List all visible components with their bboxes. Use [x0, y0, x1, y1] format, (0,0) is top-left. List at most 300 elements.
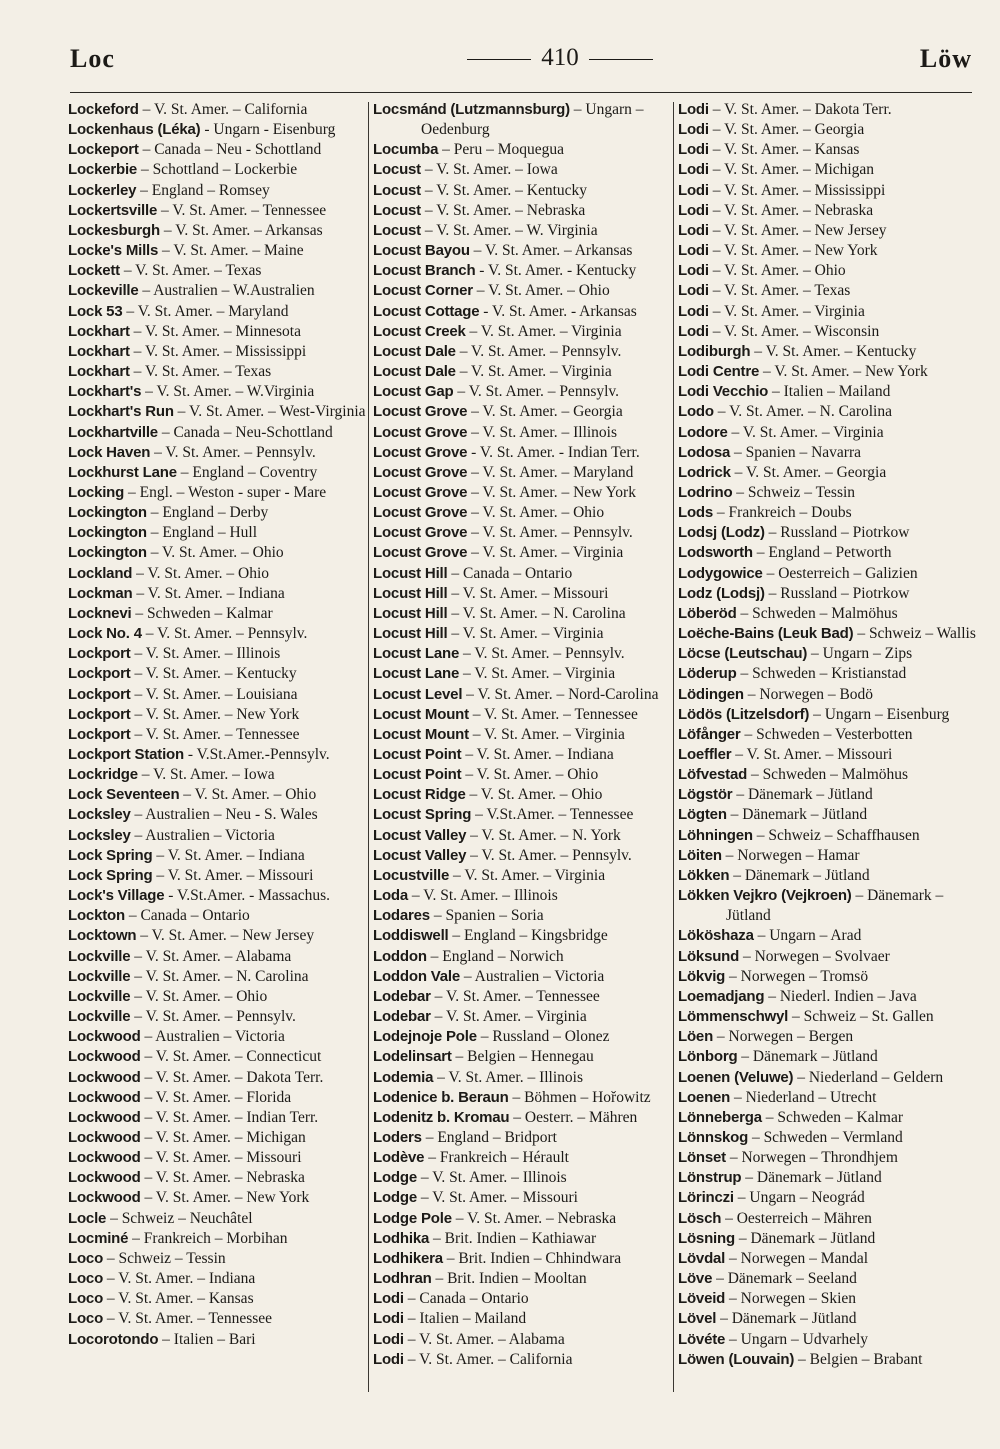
entry-headword: Locust Creek — [373, 322, 466, 340]
entry-location: – Schweden – Kalmar — [131, 604, 273, 622]
gazetteer-entry — [68, 1068, 366, 1088]
entry-location: – Brit. Indien – Chhindwara — [442, 1249, 622, 1267]
entry-headword: Lockville — [68, 967, 131, 985]
entry-location: – V. St. Amer. – Georgia — [730, 463, 887, 481]
entry-location: – Russland – Piotrkow — [764, 524, 910, 542]
entry-location: – England – Derby — [146, 504, 269, 522]
gazetteer-entry — [68, 100, 366, 120]
gazetteer-entry — [373, 100, 671, 140]
entry-headword: Lodi — [678, 322, 709, 340]
gazetteer-entry — [373, 1269, 671, 1289]
entry-location: – Canada – Neu-Schottland — [157, 423, 333, 441]
gazetteer-entry — [373, 1047, 671, 1067]
entry-headword: Lodenice b. Beraun — [373, 1088, 509, 1106]
entry-headword: Locust Mount — [373, 725, 469, 743]
entry-headword: Locust Spring — [373, 806, 472, 824]
entry-location: – V. St. Amer. – New York — [467, 483, 636, 501]
entry-headword: Lockhurst Lane — [68, 463, 177, 481]
entry-location: – V. St. Amer. – Tennessee — [103, 1310, 273, 1328]
entry-location: – Dänemark – Seeland — [712, 1270, 857, 1288]
gazetteer-entry — [373, 987, 671, 1007]
gazetteer-entry — [373, 1148, 671, 1168]
entry-headword: Locust — [373, 201, 421, 219]
gazetteer-entry — [373, 221, 671, 241]
entry-headword: Locust Grove — [373, 423, 468, 441]
entry-location: – V. St. Amer. – Tennessee — [130, 725, 300, 743]
entry-location: – V. St. Amer. – Iowa — [420, 161, 558, 179]
entry-headword: Löwen (Louvain) — [678, 1350, 795, 1368]
entry-location: – Engl. – Weston - super - Mare — [124, 483, 327, 501]
gazetteer-entry — [678, 523, 976, 543]
entry-headword: Loenen — [678, 1088, 731, 1106]
entry-headword: Lövéte — [678, 1330, 726, 1348]
entry-headword: Locminé — [68, 1229, 129, 1247]
entry-location: – V. St. Amer. – Tennessee — [430, 987, 600, 1005]
entry-headword: Lockland — [68, 564, 133, 582]
gazetteer-entry — [373, 1209, 671, 1229]
entry-location: – V. St. Amer. – Virginia — [468, 725, 625, 743]
gazetteer-entry — [68, 1249, 366, 1269]
entry-headword: Lockhart — [68, 342, 130, 360]
entry-location: – England – Kingsbridge — [448, 927, 608, 945]
entry-location: – Schweiz – Tessin — [103, 1249, 226, 1267]
entry-location: – V. St. Amer. – Ohio — [461, 766, 599, 784]
entry-location: – V. St. Amer. – Missouri — [417, 1189, 578, 1207]
entry-location: – V. St. Amer. – Missouri — [152, 866, 314, 884]
gazetteer-entry — [678, 967, 976, 987]
entry-location: – Norwegen – Mandal — [725, 1249, 869, 1267]
entry-headword: Lodejnoje Pole — [373, 1028, 477, 1046]
entry-headword: Locust Grove — [373, 544, 468, 562]
entry-headword: Lodebar — [373, 1008, 431, 1026]
gazetteer-entry — [678, 664, 976, 684]
entry-headword: Lodemia — [373, 1068, 434, 1086]
entry-headword: Löen — [678, 1028, 714, 1046]
column-1 — [68, 100, 366, 1410]
entry-headword: Locust Branch — [373, 262, 476, 280]
gazetteer-entry — [373, 443, 671, 463]
entry-headword: Locust Lane — [373, 645, 460, 663]
gazetteer-entry — [68, 745, 366, 765]
gazetteer-entry — [373, 1330, 671, 1350]
entry-location: – V. St. Amer. – New Jersey — [708, 221, 887, 239]
gazetteer-entry — [373, 1188, 671, 1208]
gazetteer-entry — [68, 644, 366, 664]
entry-location: – V. St. Amer. – California — [138, 101, 308, 118]
entry-location: – V. St. Amer. – Illinois — [417, 1169, 567, 1187]
gazetteer-entry — [68, 241, 366, 261]
entry-headword: Lockerley — [68, 181, 137, 199]
entry-location: – V. St. Amer. – Virginia — [708, 302, 865, 320]
entry-location: – V. St. Amer. – Virginia — [449, 866, 606, 884]
gazetteer-entry — [678, 644, 976, 664]
entry-headword: Locustville — [373, 866, 450, 884]
entry-location: - Ungarn - Eisenburg — [200, 121, 336, 139]
gazetteer-entry — [678, 382, 976, 402]
gazetteer-entry — [678, 765, 976, 785]
gazetteer-entry — [373, 725, 671, 745]
entry-location: – Norwegen – Throndhjem — [725, 1149, 898, 1167]
entry-headword: Lödingen — [678, 685, 744, 703]
entry-location: – V. St. Amer. – New York — [140, 1189, 310, 1207]
entry-location: - V. St. Amer. - Kentucky — [475, 262, 637, 280]
gazetteer-entry — [68, 967, 366, 987]
gazetteer-entry — [678, 604, 976, 624]
entry-headword: Lock's Village — [68, 887, 165, 905]
entry-location: – Italien – Bari — [158, 1330, 256, 1348]
entry-location: - V.St.Amer.-Pennsylv. — [183, 746, 330, 763]
gazetteer-entry — [68, 1088, 366, 1108]
entry-headword: Lockington — [68, 544, 147, 562]
entry-headword: Lodares — [373, 907, 430, 925]
gazetteer-entry — [68, 987, 366, 1007]
entry-location: – Dänemark – Jütland — [732, 786, 873, 804]
entry-headword: Locust Valley — [373, 846, 467, 864]
entry-headword: Löcse (Leutschau) — [678, 645, 808, 663]
entry-headword: Locumba — [373, 141, 439, 159]
gazetteer-entry — [678, 947, 976, 967]
entry-location: – V. St. Amer. – Maryland — [467, 463, 634, 481]
entry-headword: Lodi — [678, 282, 709, 300]
entry-headword: Lököshaza — [678, 927, 754, 945]
entry-location: – V. St. Amer. – Florida — [140, 1088, 292, 1106]
gazetteer-entry — [68, 846, 366, 866]
entry-headword: Locust Ridge — [373, 786, 466, 804]
entry-headword: Locust Hill — [373, 625, 448, 643]
gazetteer-entry — [68, 382, 366, 402]
gazetteer-entry — [373, 1168, 671, 1188]
entry-location: – V. St. Amer. – Illinois — [408, 887, 558, 905]
gazetteer-entry — [68, 1128, 366, 1148]
gazetteer-entry — [678, 443, 976, 463]
gazetteer-entry — [678, 926, 976, 946]
entry-location: – V. St. Amer. – Arkansas — [469, 242, 633, 260]
entry-location: – V. St. Amer. – Pennsylv. — [453, 383, 620, 401]
column-divider-1 — [368, 102, 369, 1392]
gazetteer-entry — [68, 543, 366, 563]
gazetteer-entry — [678, 362, 976, 382]
entry-location: – V. St. Amer. – Pennsylv. — [455, 342, 622, 360]
gazetteer-entry — [68, 1007, 366, 1027]
entry-headword: Lökken — [678, 866, 730, 884]
entry-location: – V. St. Amer. – Maine — [158, 242, 304, 260]
gazetteer-entry — [678, 503, 976, 523]
entry-location: – England – Romsey — [136, 181, 270, 199]
entry-headword: Lönborg — [678, 1048, 738, 1066]
entry-location: – V. St. Amer. – New York — [130, 705, 300, 723]
entry-headword: Lodygowice — [678, 564, 763, 582]
gazetteer-entry — [68, 664, 366, 684]
header-last-keyword: Löw — [919, 44, 972, 73]
entry-location: – V. St. Amer. – Texas — [129, 363, 272, 381]
entry-location: – Belgien – Hennegau — [451, 1048, 594, 1066]
entry-location: – Schweden – Kristianstad — [736, 665, 907, 683]
entry-location: – V. St. Amer. – Indiana — [103, 1270, 256, 1288]
entry-location: – V. St. Amer. – Texas — [119, 262, 262, 280]
gazetteer-entry — [678, 221, 976, 241]
entry-headword: Lockhart — [68, 363, 130, 381]
gazetteer-entry — [678, 826, 976, 846]
entry-headword: Löfånger — [678, 725, 741, 743]
entry-location: – Oesterr. – Mähren — [509, 1108, 638, 1126]
gazetteer-entry — [68, 523, 366, 543]
gazetteer-entry — [373, 382, 671, 402]
gazetteer-entry — [68, 765, 366, 785]
entry-location: - V.St.Amer. - Massachus. — [164, 887, 330, 905]
gazetteer-entry — [678, 846, 976, 866]
entry-headword: Lock Spring — [68, 866, 153, 884]
gazetteer-entry — [678, 181, 976, 201]
entry-location: – V.St.Amer. – Tennessee — [471, 806, 634, 824]
entry-headword: Lodenitz b. Kromau — [373, 1108, 510, 1126]
entry-headword: Locknevi — [68, 604, 132, 622]
gazetteer-entry — [373, 1088, 671, 1108]
entry-headword: Loddiswell — [373, 927, 449, 945]
entry-headword: Loenen (Veluwe) — [678, 1068, 794, 1086]
gazetteer-entry — [68, 1209, 366, 1229]
entry-location: – Dänemark – Jütland — [729, 866, 870, 884]
entry-headword: Locust Level — [373, 685, 463, 703]
gazetteer-entry — [373, 926, 671, 946]
entry-location: – V. St. Amer. – Pennsylv. — [130, 1008, 296, 1026]
entry-location: – Canada – Neu - Schottland — [138, 141, 322, 159]
entry-headword: Lock Spring — [68, 846, 153, 864]
gazetteer-entry — [678, 120, 976, 140]
entry-location: – V. St. Amer. – W.Virginia — [141, 383, 315, 401]
entry-headword: Lodsworth — [678, 544, 753, 562]
entry-headword: Lockwood — [68, 1028, 141, 1046]
gazetteer-entry — [678, 1108, 976, 1128]
entry-headword: Lockeford — [68, 101, 139, 118]
entry-headword: Lockwood — [68, 1088, 141, 1106]
gazetteer-entry — [373, 241, 671, 261]
entry-headword: Lockridge — [68, 766, 138, 784]
entry-headword: Locke's Mills — [68, 242, 159, 260]
entry-headword: Lockeville — [68, 282, 139, 300]
gazetteer-entry — [678, 1088, 976, 1108]
gazetteer-entry — [68, 423, 366, 443]
entry-headword: Löderup — [678, 665, 737, 683]
entry-headword: Locust Point — [373, 746, 462, 763]
gazetteer-entry — [68, 201, 366, 221]
entry-location: – Schweiz – Schaffhausen — [752, 826, 920, 844]
entry-headword: Loco — [68, 1270, 104, 1288]
entry-location: – Schweden – Vermland — [748, 1128, 903, 1146]
entry-headword: Lodi — [678, 221, 709, 239]
entry-headword: Lockington — [68, 504, 147, 522]
entry-location: – Schweiz – Wallis — [853, 625, 976, 643]
entry-headword: Lockenhaus (Léka) — [68, 121, 201, 139]
gazetteer-entry — [678, 1168, 976, 1188]
entry-location: – Schweden – Malmöhus — [736, 604, 898, 622]
entry-location: – V. St. Amer. – New York — [708, 242, 878, 260]
entry-headword: Lockesburgh — [68, 221, 160, 239]
entry-location: – V. St. Amer. – Alabama — [403, 1330, 565, 1348]
entry-headword: Lock Seventeen — [68, 786, 180, 804]
entry-location: – Norwegen – Tromsö — [725, 967, 869, 985]
entry-location: – England – Coventry — [176, 463, 318, 481]
header-dash-right — [589, 59, 653, 60]
entry-headword: Locust Grove — [373, 504, 468, 522]
entry-location: – V. St. Amer. – Iowa — [137, 766, 275, 784]
entry-location: – V. St. Amer. – Pennsylv. — [459, 645, 625, 663]
gazetteer-entry — [373, 402, 671, 422]
entry-location: – V. St. Amer. – Indian Terr. — [140, 1108, 319, 1126]
gazetteer-entry — [373, 1289, 671, 1309]
gazetteer-entry — [373, 805, 671, 825]
gazetteer-entry — [678, 261, 976, 281]
entry-headword: Lödös (Litzelsdorf) — [678, 705, 810, 723]
entry-location: – V. St. Amer. – Kansas — [103, 1290, 254, 1308]
entry-headword: Lodiburgh — [678, 342, 751, 360]
gazetteer-entry — [678, 160, 976, 180]
entry-headword: Locust — [373, 161, 421, 179]
entry-headword: Lodge Pole — [373, 1209, 452, 1227]
gazetteer-entry — [373, 463, 671, 483]
entry-location: – Australien – W.Australien — [138, 282, 315, 300]
gazetteer-entry — [373, 564, 671, 584]
gazetteer-entry — [373, 1309, 671, 1329]
gazetteer-entry — [678, 1229, 976, 1249]
entry-location: – V. St. Amer. – Pennsylv. — [466, 846, 632, 864]
entry-headword: Locust Dale — [373, 342, 456, 360]
gazetteer-entry — [68, 463, 366, 483]
entry-headword: Lodore — [678, 423, 728, 441]
entry-headword: Locust Point — [373, 766, 462, 784]
entry-location: – Ungarn – Arad — [753, 927, 862, 945]
entry-location: – V. St. Amer. – Virginia — [727, 423, 884, 441]
gazetteer-entry — [678, 1269, 976, 1289]
entry-location: – Norwegen – Bodö — [743, 685, 874, 703]
gazetteer-entry — [678, 100, 976, 120]
entry-headword: Lods — [678, 504, 714, 522]
entry-location: – V. St. Amer. – Missouri — [731, 746, 893, 763]
gazetteer-entry — [68, 402, 366, 422]
entry-location: – Schweiz – St. Gallen — [788, 1008, 934, 1026]
gazetteer-entry — [68, 705, 366, 725]
gazetteer-entry — [373, 664, 671, 684]
entry-headword: Lodi — [678, 262, 709, 280]
entry-headword: Lockington — [68, 524, 147, 542]
entry-headword: Lönnskog — [678, 1128, 749, 1146]
entry-location: – V. St. Amer. – Pennsylv. — [141, 625, 308, 643]
entry-location: – V. St. Amer. – Pennsylv. — [467, 524, 633, 542]
entry-location: – V. St. Amer. – Indiana — [132, 584, 285, 602]
gazetteer-entry — [373, 1007, 671, 1027]
gazetteer-entry — [68, 1108, 366, 1128]
gazetteer-entry — [68, 947, 366, 967]
gazetteer-entry — [373, 342, 671, 362]
entry-headword: Löhningen — [678, 826, 753, 844]
gazetteer-entry — [68, 1047, 366, 1067]
column-divider-2 — [673, 102, 674, 1392]
entry-headword: Lodi — [373, 1290, 404, 1308]
gazetteer-entry — [678, 705, 976, 725]
entry-location: – Norwegen – Svolvaer — [739, 947, 890, 965]
gazetteer-entry — [678, 866, 976, 886]
entry-headword: Loëche-Bains (Leuk Bad) — [678, 625, 854, 643]
gazetteer-entry — [68, 322, 366, 342]
gazetteer-entry — [678, 987, 976, 1007]
entry-location: – V. St. Amer. – Virginia — [467, 544, 624, 562]
entry-headword: Lockport — [68, 705, 131, 723]
entry-headword: Loco — [68, 1290, 104, 1308]
gazetteer-entry — [373, 281, 671, 301]
entry-location: – V. St. Amer. – Ohio — [472, 282, 610, 300]
gazetteer-entry — [68, 160, 366, 180]
entry-headword: Lockport — [68, 685, 131, 703]
entry-location: – V. St. Amer. – Missouri — [447, 584, 609, 602]
entry-location: – V. St. Amer. – Georgia — [467, 403, 623, 421]
gazetteer-entry — [678, 1027, 976, 1047]
entry-headword: Lock Haven — [68, 443, 151, 461]
entry-location: – England – Petworth — [752, 544, 892, 562]
gazetteer-entry — [373, 261, 671, 281]
entry-location: – V. St. Amer. – Indiana — [152, 846, 305, 864]
gazetteer-entry — [68, 1148, 366, 1168]
gazetteer-entry — [373, 1108, 671, 1128]
entry-headword: Loemadjang — [678, 987, 765, 1005]
entry-location: – Schweden – Kalmar — [761, 1108, 904, 1126]
entry-location: – Peru – Moquegua — [438, 141, 564, 159]
entry-location: – V. St. Amer. – Ohio — [465, 786, 603, 804]
entry-location: – England – Bridport — [421, 1128, 557, 1146]
entry-headword: Loeffler — [678, 746, 732, 763]
entry-location: – Norwegen – Hamar — [721, 846, 860, 864]
gazetteer-entry — [68, 906, 366, 926]
gazetteer-entry — [68, 725, 366, 745]
entry-location: – V. St. Amer. – West-Virginia — [173, 403, 366, 421]
gazetteer-entry — [373, 765, 671, 785]
entry-headword: Lodge — [373, 1189, 417, 1207]
entry-location: – V. St. Amer. – Dakota Terr. — [708, 101, 892, 118]
entry-location: – Ungarn – Eisenburg — [809, 705, 950, 723]
entry-location: – Schweiz – Neuchâtel — [106, 1209, 253, 1227]
entry-location: – V. St. Amer. – Indiana — [461, 746, 614, 763]
gazetteer-entry — [373, 201, 671, 221]
gazetteer-entry — [373, 1027, 671, 1047]
entry-location: - V. St. Amer. - Arkansas — [479, 302, 637, 320]
entry-headword: Locust Gap — [373, 383, 454, 401]
entry-location: – V. St. Amer. – Michigan — [140, 1128, 306, 1146]
entry-headword: Lodz (Lodsj) — [678, 584, 765, 602]
gazetteer-entry — [678, 805, 976, 825]
entry-location: – Australien – Neu - S. Wales — [130, 806, 318, 824]
entry-headword: Lodsj (Lodz) — [678, 524, 765, 542]
entry-headword: Lönneberga — [678, 1108, 762, 1126]
gazetteer-entry — [678, 140, 976, 160]
gazetteer-entry — [68, 1168, 366, 1188]
gazetteer-entry — [678, 402, 976, 422]
entry-headword: Lockport — [68, 645, 131, 663]
gazetteer-entry — [68, 443, 366, 463]
entry-headword: Locle — [68, 1209, 107, 1227]
entry-headword: Loders — [373, 1128, 422, 1146]
gazetteer-entry — [68, 826, 366, 846]
entry-headword: Lockertsville — [68, 201, 158, 219]
entry-location: – Spanien – Navarra — [730, 443, 861, 461]
entry-headword: Locust Lane — [373, 665, 460, 683]
gazetteer-entry — [678, 1188, 976, 1208]
gazetteer-entry — [678, 1330, 976, 1350]
entry-headword: Locust Hill — [373, 584, 448, 602]
gazetteer-entry — [68, 805, 366, 825]
gazetteer-entry — [678, 423, 976, 443]
gazetteer-entry — [68, 604, 366, 624]
entry-headword: Lockhart's — [68, 383, 142, 401]
entry-location: – Frankreich – Hérault — [424, 1149, 569, 1167]
entry-headword: Lockman — [68, 584, 133, 602]
